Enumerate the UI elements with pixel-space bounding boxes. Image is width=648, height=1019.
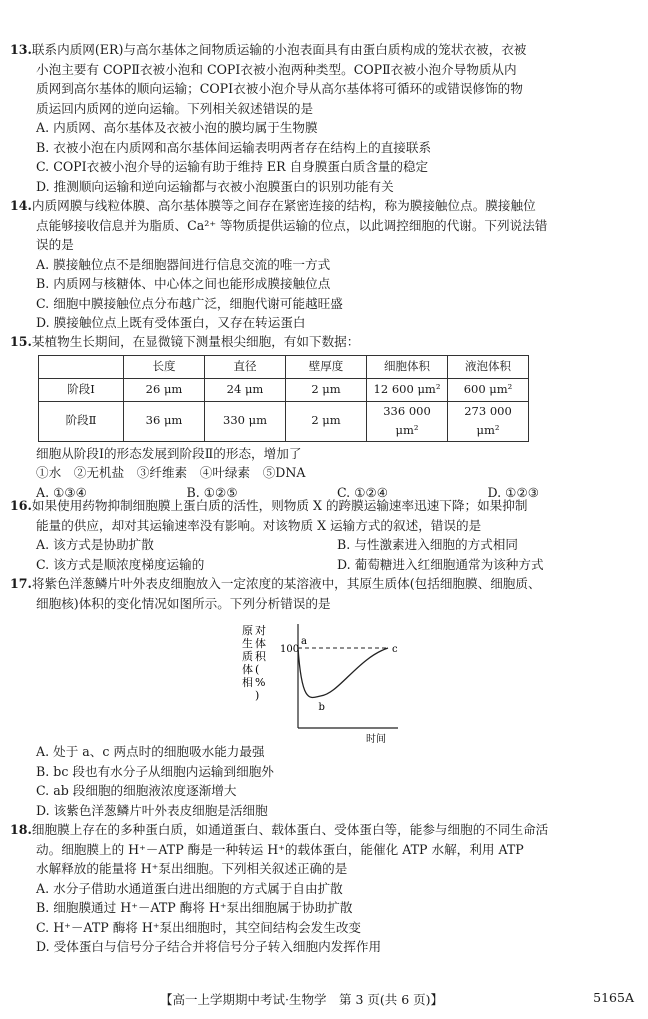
table-cell: 2 μm xyxy=(286,401,367,441)
option-b: B. ①②⑤ xyxy=(186,484,238,500)
question-16 xyxy=(10,496,638,574)
stem-line: 水解释放的能量将 H⁺泵出细胞。下列相关叙述正确的是 xyxy=(36,861,348,876)
table-header: 壁厚度 xyxy=(286,355,367,378)
option-a: A. 该方式是协助扩散 xyxy=(36,537,154,552)
y-axis-label xyxy=(242,623,267,702)
table-cell: 阶段Ⅰ xyxy=(39,378,124,401)
y-axis-label-char: 相 xyxy=(242,676,253,689)
table-cell: 330 μm xyxy=(205,401,286,441)
stem-line: 联系内质网(ER)与高尔基体之间物质运输的小泡表面具有由蛋白质构成的笼状衣被，衣被 xyxy=(31,42,527,57)
point-label-b: b xyxy=(318,702,325,713)
option-b: B. bc 段也有水分子从细胞内运输到细胞外 xyxy=(36,763,274,779)
question-number: 13. xyxy=(10,42,32,57)
stem-line: 细胞从阶段Ⅰ的形态发展到阶段Ⅱ的形态，增加了 xyxy=(36,445,302,461)
y-axis-label-char: 质 xyxy=(242,650,253,663)
option-c: C. 细胞中膜接触位点分布越广泛，细胞代谢可能越旺盛 xyxy=(36,295,343,311)
option-a: A. ①③④ xyxy=(36,484,87,500)
stem-line: 质运回内质网的逆向运输。下列相关叙述错误的是 xyxy=(36,100,314,116)
table-cell: 26 μm xyxy=(124,378,205,401)
table-cell: 36 μm xyxy=(124,401,205,441)
option-b: B. 衣被小泡在内质网和高尔基体间运输表明两者存在结构上的直接联系 xyxy=(36,139,432,155)
question-14 xyxy=(10,196,638,333)
question-15 xyxy=(10,332,638,502)
stem-line: 点能够接收信息并为脂质、Ca²⁺ 等物质提供运输的位点，以此调控细胞的代谢。下列说法错 xyxy=(36,217,548,233)
table-cell: 336 000 μm² xyxy=(367,401,448,441)
question-17-options xyxy=(10,742,638,820)
option-d: D. 该紫色洋葱鳞片叶外表皮细胞是活细胞 xyxy=(36,802,268,818)
chart-xlabel: 时间 xyxy=(366,734,386,745)
option-b: B. 与性激素进入细胞的方式相同 xyxy=(337,537,518,552)
option-c: C. ①②④ xyxy=(337,484,389,500)
option-a: A. 水分子借助水通道蛋白进出细胞的方式属于自由扩散 xyxy=(36,880,343,896)
option-c: C. COPⅠ衣被小泡介导的运输有助于维持 ER 自身膜蛋白质含量的稳定 xyxy=(36,159,429,174)
table-cell: 24 μm xyxy=(205,378,286,401)
point-label-a: a xyxy=(301,636,307,647)
question-17 xyxy=(10,574,638,613)
options-row xyxy=(10,555,638,575)
option-c: C. 该方式是顺浓度梯度运输的 xyxy=(36,556,205,572)
y-axis-label-char: ( xyxy=(255,663,260,676)
table-header: 直径 xyxy=(205,355,286,378)
footer-title: 【高一上学期期中考试·生物学 第 3 页(共 6 页)】 xyxy=(160,992,444,1007)
stem-line: 小泡主要有 COPⅡ衣被小泡和 COPⅠ衣被小泡两种类型。COPⅡ衣被小泡介导物质从内 xyxy=(36,61,517,77)
option-d: D. 葡萄糖进入红细胞通常为该种方式 xyxy=(337,556,544,572)
option-b: B. 内质网与核糖体、中心体之间也能形成膜接触位点 xyxy=(36,276,331,291)
table-header: 长度 xyxy=(124,355,205,378)
stem-line: 某植物生长期间，在显微镜下测量根尖细胞，有如下数据： xyxy=(31,334,360,349)
stem-line: 细胞核)体积的变化情况如图所示。下列分析错误的是 xyxy=(36,595,331,611)
table-cell: 600 μm² xyxy=(448,378,529,401)
table-header: 细胞体积 xyxy=(367,355,448,378)
stem-line: 能量的供应，却对其运输速率没有影响。对该物质 X 运输方式的叙述，错误的是 xyxy=(36,517,482,533)
y-axis-label-char: % xyxy=(255,676,266,689)
stem-line: 如果使用药物抑制细胞膜上蛋白质的活性，则物质 X 的跨膜运输速率迅速下降；如果抑制 xyxy=(31,498,528,513)
y-tick-label: 100 xyxy=(280,644,300,655)
question-13 xyxy=(10,40,638,196)
stem-line: 细胞膜上存在的多种蛋白质，如通道蛋白、载体蛋白、受体蛋白等，能参与细胞的不同生命活 xyxy=(31,822,549,837)
table-header xyxy=(39,355,124,378)
table-cell: 273 000 μm² xyxy=(448,401,529,441)
stem-line: 内质网膜与线粒体膜、高尔基体膜等之间存在紧密连接的结构，称为膜接触位点。膜接触位 xyxy=(31,198,536,213)
option-b: B. 细胞膜通过 H⁺－ATP 酶将 H⁺泵出细胞属于协助扩散 xyxy=(36,900,353,915)
table-row xyxy=(39,401,529,441)
y-axis-label-char: 积 xyxy=(255,650,266,663)
y-axis-label-char: 生 xyxy=(242,637,253,650)
stem-line: 质网到高尔基体的顺向运输；COPⅠ衣被小泡介导从高尔基体将可循环的或错误修饰的物 xyxy=(36,81,523,96)
measurement-table xyxy=(38,355,529,442)
stem-line: 动。细胞膜上的 H⁺－ATP 酶是一种转运 H⁺的载体蛋白，能催化 ATP 水解，利用 ATP xyxy=(36,841,524,857)
paper-code: 5165A xyxy=(593,990,634,1005)
point-label-c: c xyxy=(392,644,398,655)
option-d: D. 膜接触位点上既有受体蛋白，又存在转运蛋白 xyxy=(36,315,306,330)
table-cell: 12 600 μm² xyxy=(367,378,448,401)
y-axis-label-char: 对 xyxy=(255,624,266,637)
y-axis-label-char: 体 xyxy=(255,637,266,650)
option-a: A. 膜接触位点不是细胞器间进行信息交流的唯一方式 xyxy=(36,256,331,272)
items-line: ①水 ②无机盐 ③纤维素 ④叶绿素 ⑤DNA xyxy=(36,465,306,480)
table-cell: 2 μm xyxy=(286,378,367,401)
option-d: D. 受体蛋白与信号分子结合并将信号分子转入细胞内发挥作用 xyxy=(36,939,382,954)
table-cell: 阶段Ⅱ xyxy=(39,401,124,441)
question-18 xyxy=(10,820,638,957)
table-header-row xyxy=(39,355,529,378)
volume-chart xyxy=(238,616,408,746)
question-number: 15. xyxy=(10,334,32,349)
question-number: 18. xyxy=(10,822,32,837)
stem-line: 误的是 xyxy=(36,237,74,252)
option-a: A. 内质网、高尔基体及衣被小泡的膜均属于生物膜 xyxy=(36,120,318,135)
question-number: 17. xyxy=(10,576,32,591)
question-number: 16. xyxy=(10,498,32,513)
option-d: D. ①②③ xyxy=(487,484,540,500)
options-row xyxy=(10,535,638,555)
option-d: D. 推测顺向运输和逆向运输都与衣被小泡膜蛋白的识别功能有关 xyxy=(36,178,394,194)
volume-curve xyxy=(298,648,388,698)
option-c: C. ab 段细胞的细胞液浓度逐渐增大 xyxy=(36,783,237,798)
table-row xyxy=(39,378,529,401)
y-axis-label-char: ) xyxy=(255,689,260,702)
option-c: C. H⁺－ATP 酶将 H⁺泵出细胞时，其空间结构会发生改变 xyxy=(36,919,362,935)
y-axis-label-char: 原 xyxy=(242,624,253,637)
table-header: 液泡体积 xyxy=(448,355,529,378)
option-a: A. 处于 a、c 两点时的细胞吸水能力最强 xyxy=(36,744,265,759)
stem-line: 将紫色洋葱鳞片叶外表皮细胞放入一定浓度的某溶液中，其原生质体(包括细胞膜、细胞质、 xyxy=(31,576,541,591)
y-axis-label-char: 体 xyxy=(242,663,253,676)
question-number: 14. xyxy=(10,198,32,213)
